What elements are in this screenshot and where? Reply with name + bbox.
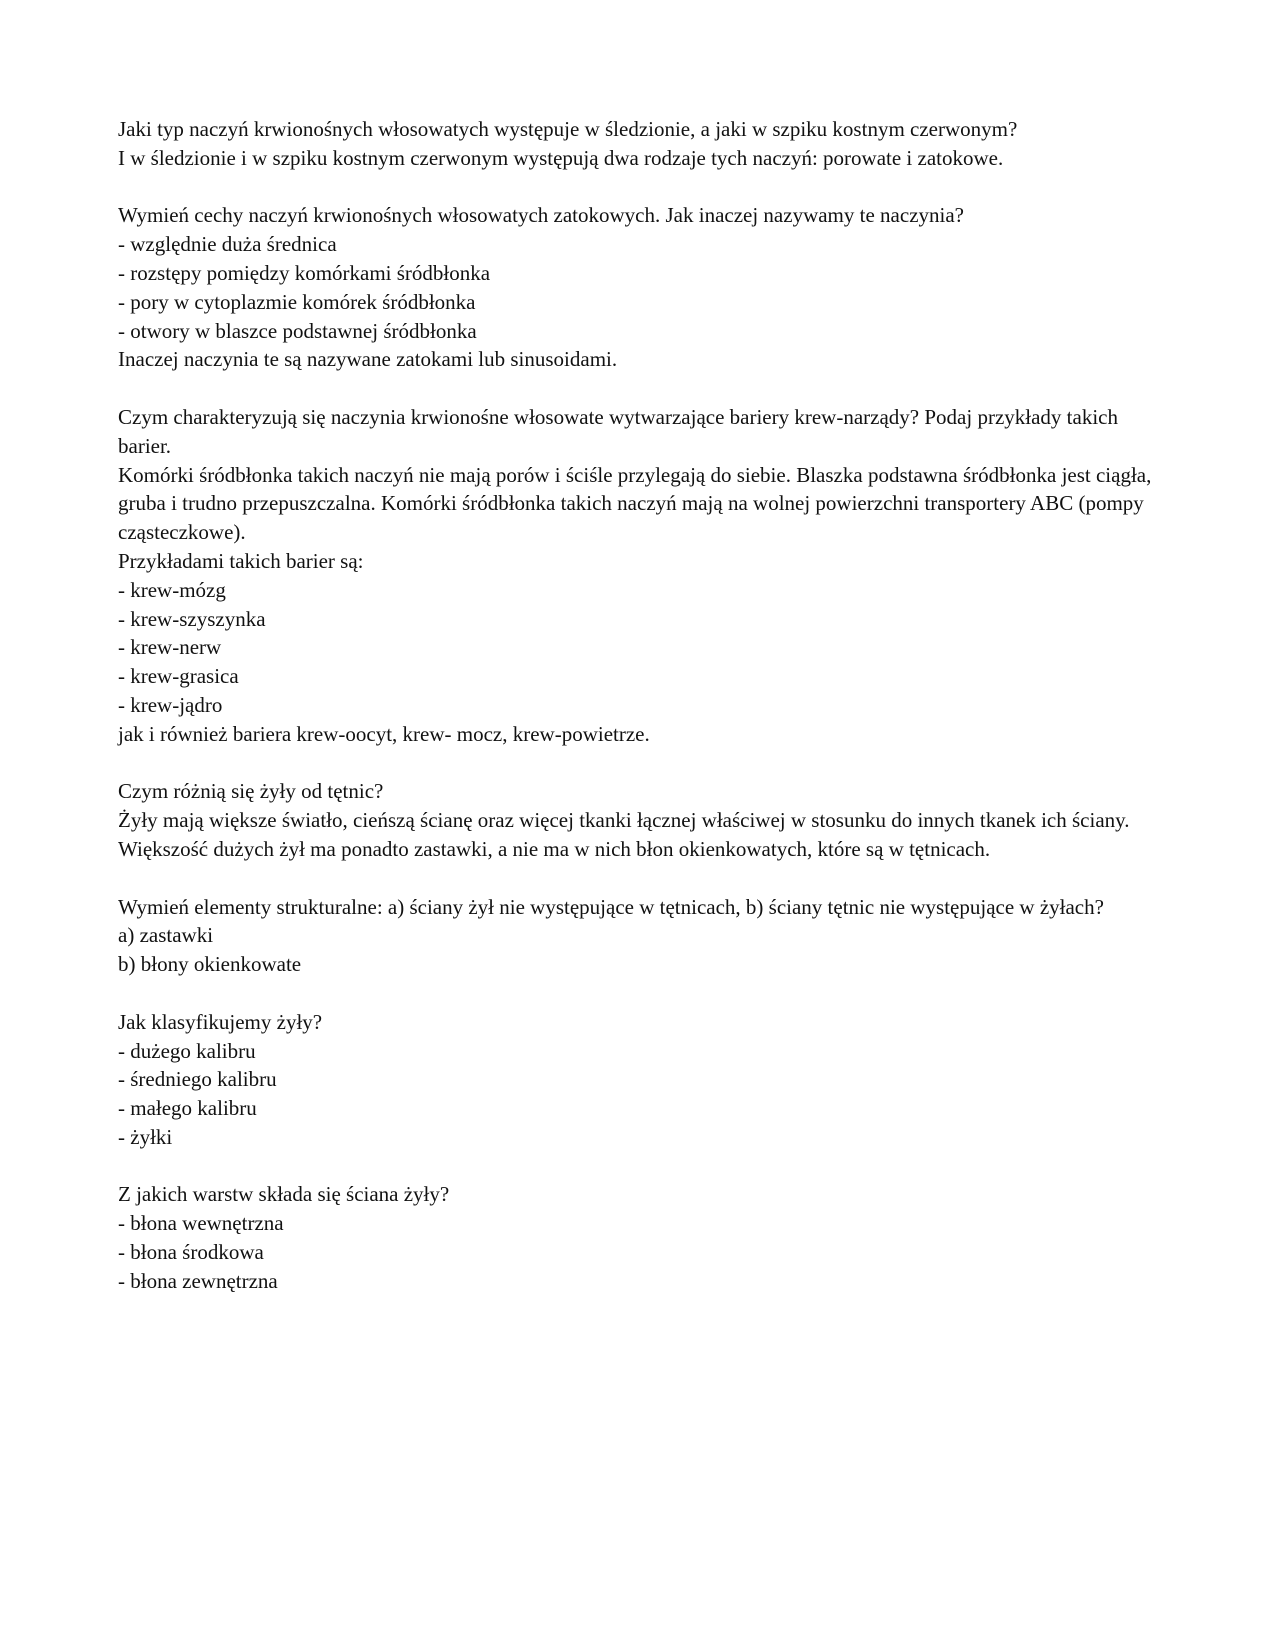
paragraph-vein-classification [118,1008,1158,1152]
paragraph-spacer [118,864,1158,893]
answer-text: I w śledzionie i w szpiku kostnym czerwonym występują dwa rodzaje tych naczyń: porowate i zatokowe. [118,145,1004,170]
list-item: - krew-mózg [118,577,226,602]
list-item: - rozstępy pomiędzy komórkami śródbłonka [118,260,491,285]
list-item: - pory w cytoplazmie komórek śródbłonka [118,289,476,314]
question-text: Wymień cechy naczyń krwionośnych włosowatych zatokowych. Jak inaczej nazywamy te naczynia? [118,203,964,228]
paragraph-spacer [118,749,1158,778]
question-text: Czym charakteryzują się naczynia krwionośne włosowate wytwarzające bariery krew-narządy? Podaj przykłady takich barier. [118,404,1124,458]
answer-text: Żyły mają większe światło, cieńszą ścianę oraz więcej tkanki łącznej właściwej w stosunku do innych tkanek ich ściany. Większość dużych żył ma ponadto zastawki, a nie ma w nich błon okienkowatych, które są w tętnicach. [118,808,1135,861]
paragraph-blood-organ-barriers [118,403,1158,749]
list-item: - krew-jądro [118,692,223,717]
paragraph-spacer [118,374,1158,403]
paragraph-veins-vs-arteries [118,777,1158,863]
list-item: - dużego kalibru [118,1038,256,1063]
paragraph-sinusoid-features [118,201,1158,374]
paragraph-spacer [118,979,1158,1008]
list-item: - błona środkowa [118,1240,264,1265]
list-item: - błona zewnętrzna [118,1268,278,1293]
answer-text: Komórki śródbłonka takich naczyń nie mają porów i ściśle przylegają do siebie. Blaszka podstawna śródbłonka jest ciągła, gruba i trudno przepuszczalna. Komórki śródbłonka takich naczyń mają na wolnej powierzchni transportery ABC (pompy cząsteczkowe). [118,462,1157,545]
list-item: - względnie duża średnica [118,232,337,257]
answer-text: Inaczej naczynia te są nazywane zatokami lub sinusoidami. [118,347,618,372]
question-text: Czym różnią się żyły od tętnic? [118,779,384,804]
question-text: Jak klasyfikujemy żyły? [118,1009,323,1034]
question-text: Z jakich warstw składa się ściana żyły? [118,1182,450,1207]
list-item: - krew-szyszynka [118,606,266,631]
question-text: Jaki typ naczyń krwionośnych włosowatych występuje w śledzionie, a jaki w szpiku kostnym czerwonym? [118,117,1018,141]
list-item: - otwory w blaszce podstawnej śródbłonka [118,318,477,343]
question-text: Wymień elementy strukturalne: a) ściany żył nie występujące w tętnicach, b) ściany tętnic nie występujące w żyłach? [118,894,1104,919]
paragraph-structural-elements [118,893,1158,979]
list-item: b) błony okienkowate [118,952,302,977]
paragraph-vein-wall-layers [118,1180,1158,1295]
document-page [118,115,1158,1296]
list-item: a) zastawki [118,923,214,948]
list-intro-text: Przykładami takich barier są: [118,548,364,573]
list-item: - błona wewnętrzna [118,1211,284,1236]
list-item: - małego kalibru [118,1096,257,1121]
paragraph-spleen-bone-marrow [118,115,1158,173]
paragraph-spacer [118,1152,1158,1181]
list-item: - krew-grasica [118,664,239,689]
list-item: - krew-nerw [118,635,222,660]
list-item: - żyłki [118,1124,173,1149]
list-item: - średniego kalibru [118,1067,277,1092]
answer-text: jak i również bariera krew-oocyt, krew- mocz, krew-powietrze. [118,721,650,746]
paragraph-spacer [118,173,1158,202]
